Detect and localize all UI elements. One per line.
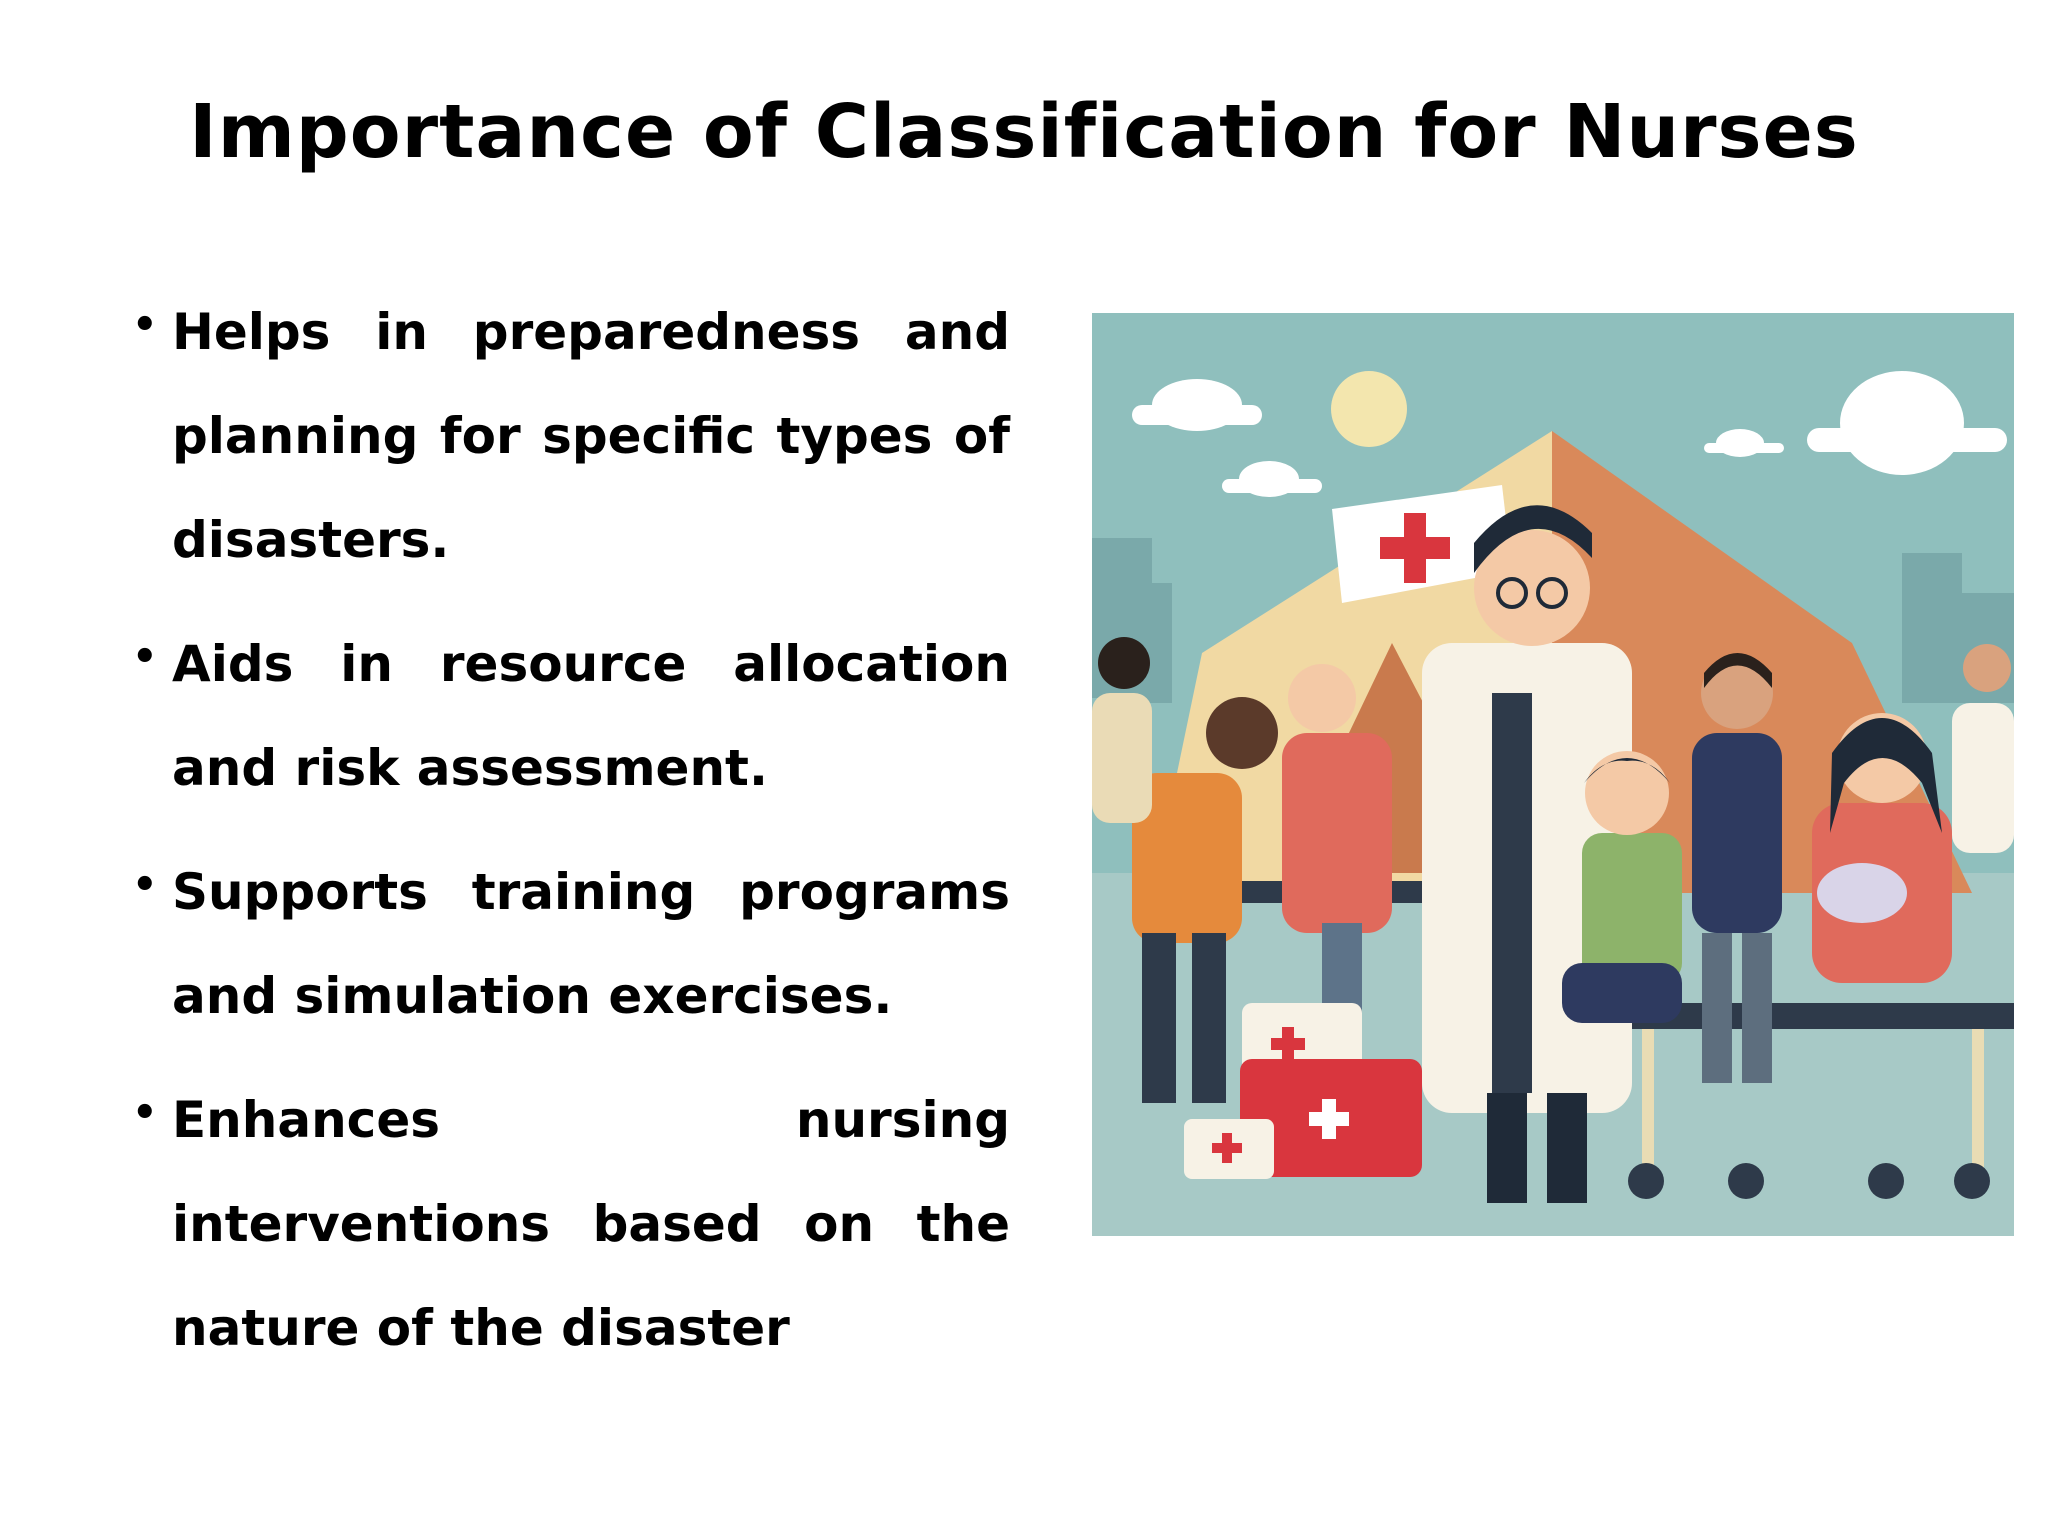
bullet-text: Helps in preparedness and planning for specific types of disasters. (172, 303, 1010, 569)
bullet-dot-icon: • (132, 1090, 158, 1136)
mother-figure (1812, 713, 1952, 983)
list-item (130, 840, 1010, 1048)
bullet-dot-icon: • (132, 634, 158, 680)
wheel-icon (1868, 1163, 1904, 1199)
wheel-icon (1628, 1163, 1664, 1199)
list-item (130, 280, 1010, 592)
bullet-dot-icon: • (132, 302, 158, 348)
bullet-text: Supports training programs and simulation exercises. (172, 863, 1010, 1025)
first-aid-kit-icon (1184, 1119, 1274, 1179)
disaster-relief-illustration (1092, 313, 2014, 1236)
page-title: Importance of Classification for Nurses (189, 89, 1859, 175)
sun-icon (1331, 371, 1407, 447)
wheel-icon (1954, 1163, 1990, 1199)
bullet-text: Aids in resource allocation and risk assessment. (172, 635, 1010, 797)
bullet-dot-icon: • (132, 862, 158, 908)
bullet-list (130, 280, 1010, 1400)
wheel-icon (1728, 1163, 1764, 1199)
bullet-text: Enhances nursing interventions based on the nature of the disaster (172, 1091, 1010, 1357)
list-item (130, 1068, 1010, 1380)
bystander-figure (1092, 637, 1152, 823)
list-item (130, 612, 1010, 820)
